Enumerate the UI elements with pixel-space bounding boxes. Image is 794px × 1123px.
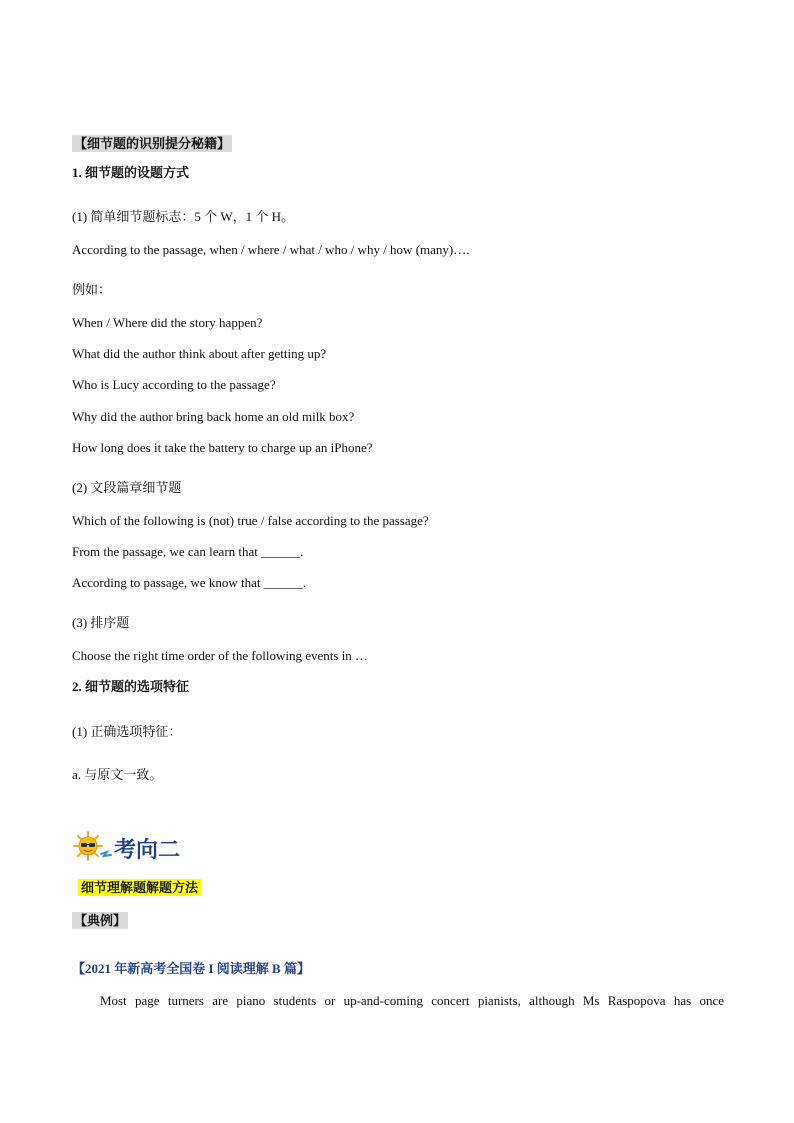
example-line: What did the author think about after getting up? [72, 346, 327, 361]
example-label: 例如： [72, 282, 112, 297]
item-correct-option-a: a. 与原文一致。 [72, 767, 163, 782]
example-header [72, 910, 128, 929]
passage-detail-line: According to passage, we know that ______. [72, 575, 306, 590]
heading-option-features: 2. 细节题的选项特征 [72, 679, 190, 694]
section-header-text: 【细节题的识别提分秘籍】 [74, 136, 231, 151]
example-line: Why did the author bring back home an old milk box? [72, 409, 355, 424]
passage-first-line: Most page turners are piano students or up-and-coming concert pianists, although Ms Raspopova has once [100, 993, 724, 1008]
heading-question-types: 1. 细节题的设题方式 [72, 165, 190, 180]
sun-with-sunglasses-icon [71, 830, 113, 862]
ordering-line: Choose the right time order of the following events in … [72, 648, 369, 663]
item-correct-option: (1) 正确选项特征： [72, 724, 182, 739]
passage-detail-line: From the passage, we can learn that ______. [72, 544, 304, 559]
item-simple-detail-pattern: According to the passage, when / where / what / who / why / how (many)…. [72, 242, 470, 257]
section-header [72, 133, 232, 152]
item-passage-detail: (2) 文段篇章细节题 [72, 480, 182, 495]
example-line: Who is Lucy according to the passage? [72, 377, 276, 392]
exam-source: 【2021 年新高考全国卷 I 阅读理解 B 篇】 [72, 961, 310, 976]
example-header-text: 【典例】 [74, 913, 127, 928]
item-ordering: (3) 排序题 [72, 615, 130, 630]
subsection-title-text: 细节理解题解题方法 [78, 879, 201, 896]
passage-detail-line: Which of the following is (not) true / false according to the passage? [72, 513, 429, 528]
section-title: 考向二 [114, 837, 181, 862]
item-simple-detail: (1) 简单细节题标志：5 个 W，1 个 H。 [72, 209, 295, 224]
subsection-title [78, 877, 201, 896]
example-line: When / Where did the story happen? [72, 315, 263, 330]
example-line: How long does it take the battery to charge up an iPhone? [72, 440, 373, 455]
